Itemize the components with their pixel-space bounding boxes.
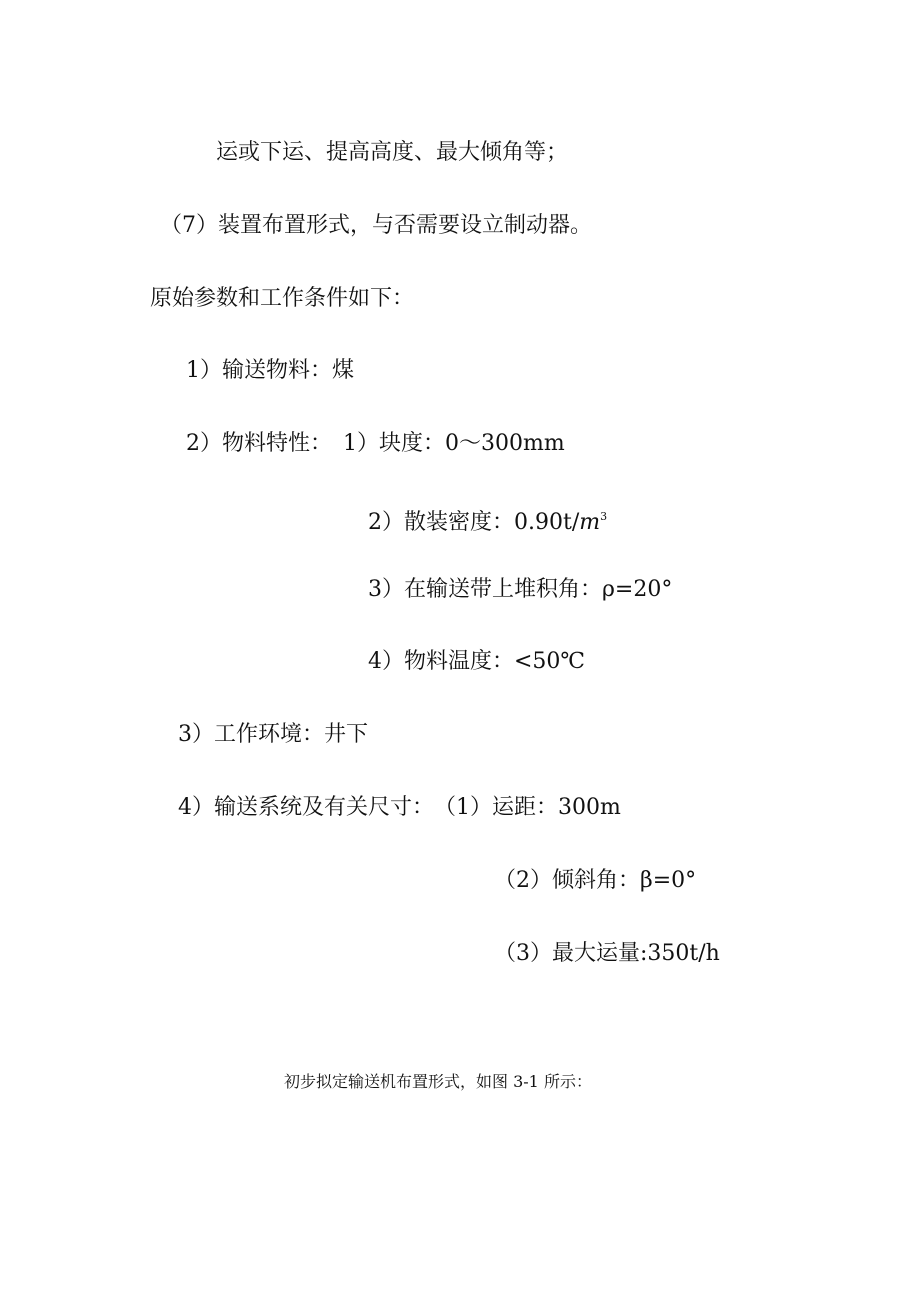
param-incline-angle: （2）倾斜角：β=0°	[494, 868, 697, 893]
param-properties-lumpsize: 2）物料特性： 1）块度：0～300mm	[186, 431, 565, 456]
text-line-2: （7）装置布置形式，与否需要设立制动器。	[160, 213, 592, 238]
figure-caption: 初步拟定输送机布置形式，如图 3-1 所示：	[284, 1072, 592, 1091]
unit-m: m	[579, 510, 601, 535]
param-system-distance: 4）输送系统及有关尺寸： （1）运距：300m	[178, 795, 621, 820]
param-environment: 3）工作环境：井下	[178, 722, 368, 747]
param-repose-angle: 3）在输送带上堆积角：ρ=20°	[368, 577, 673, 602]
section-heading: 原始参数和工作条件如下：	[150, 286, 415, 311]
param-bulk-density	[368, 502, 607, 538]
text-line-1: 运或下运、提高高度、最大倾角等；	[216, 140, 569, 165]
param-max-capacity: （3）最大运量:350t/h	[494, 941, 720, 966]
bulk-density-value: 2）散装密度：0.90t/	[368, 510, 580, 535]
unit-exponent: 3	[600, 510, 608, 523]
param-temperature: 4）物料温度：<50℃	[368, 649, 586, 674]
param-material: 1）输送物料：煤	[186, 358, 354, 383]
